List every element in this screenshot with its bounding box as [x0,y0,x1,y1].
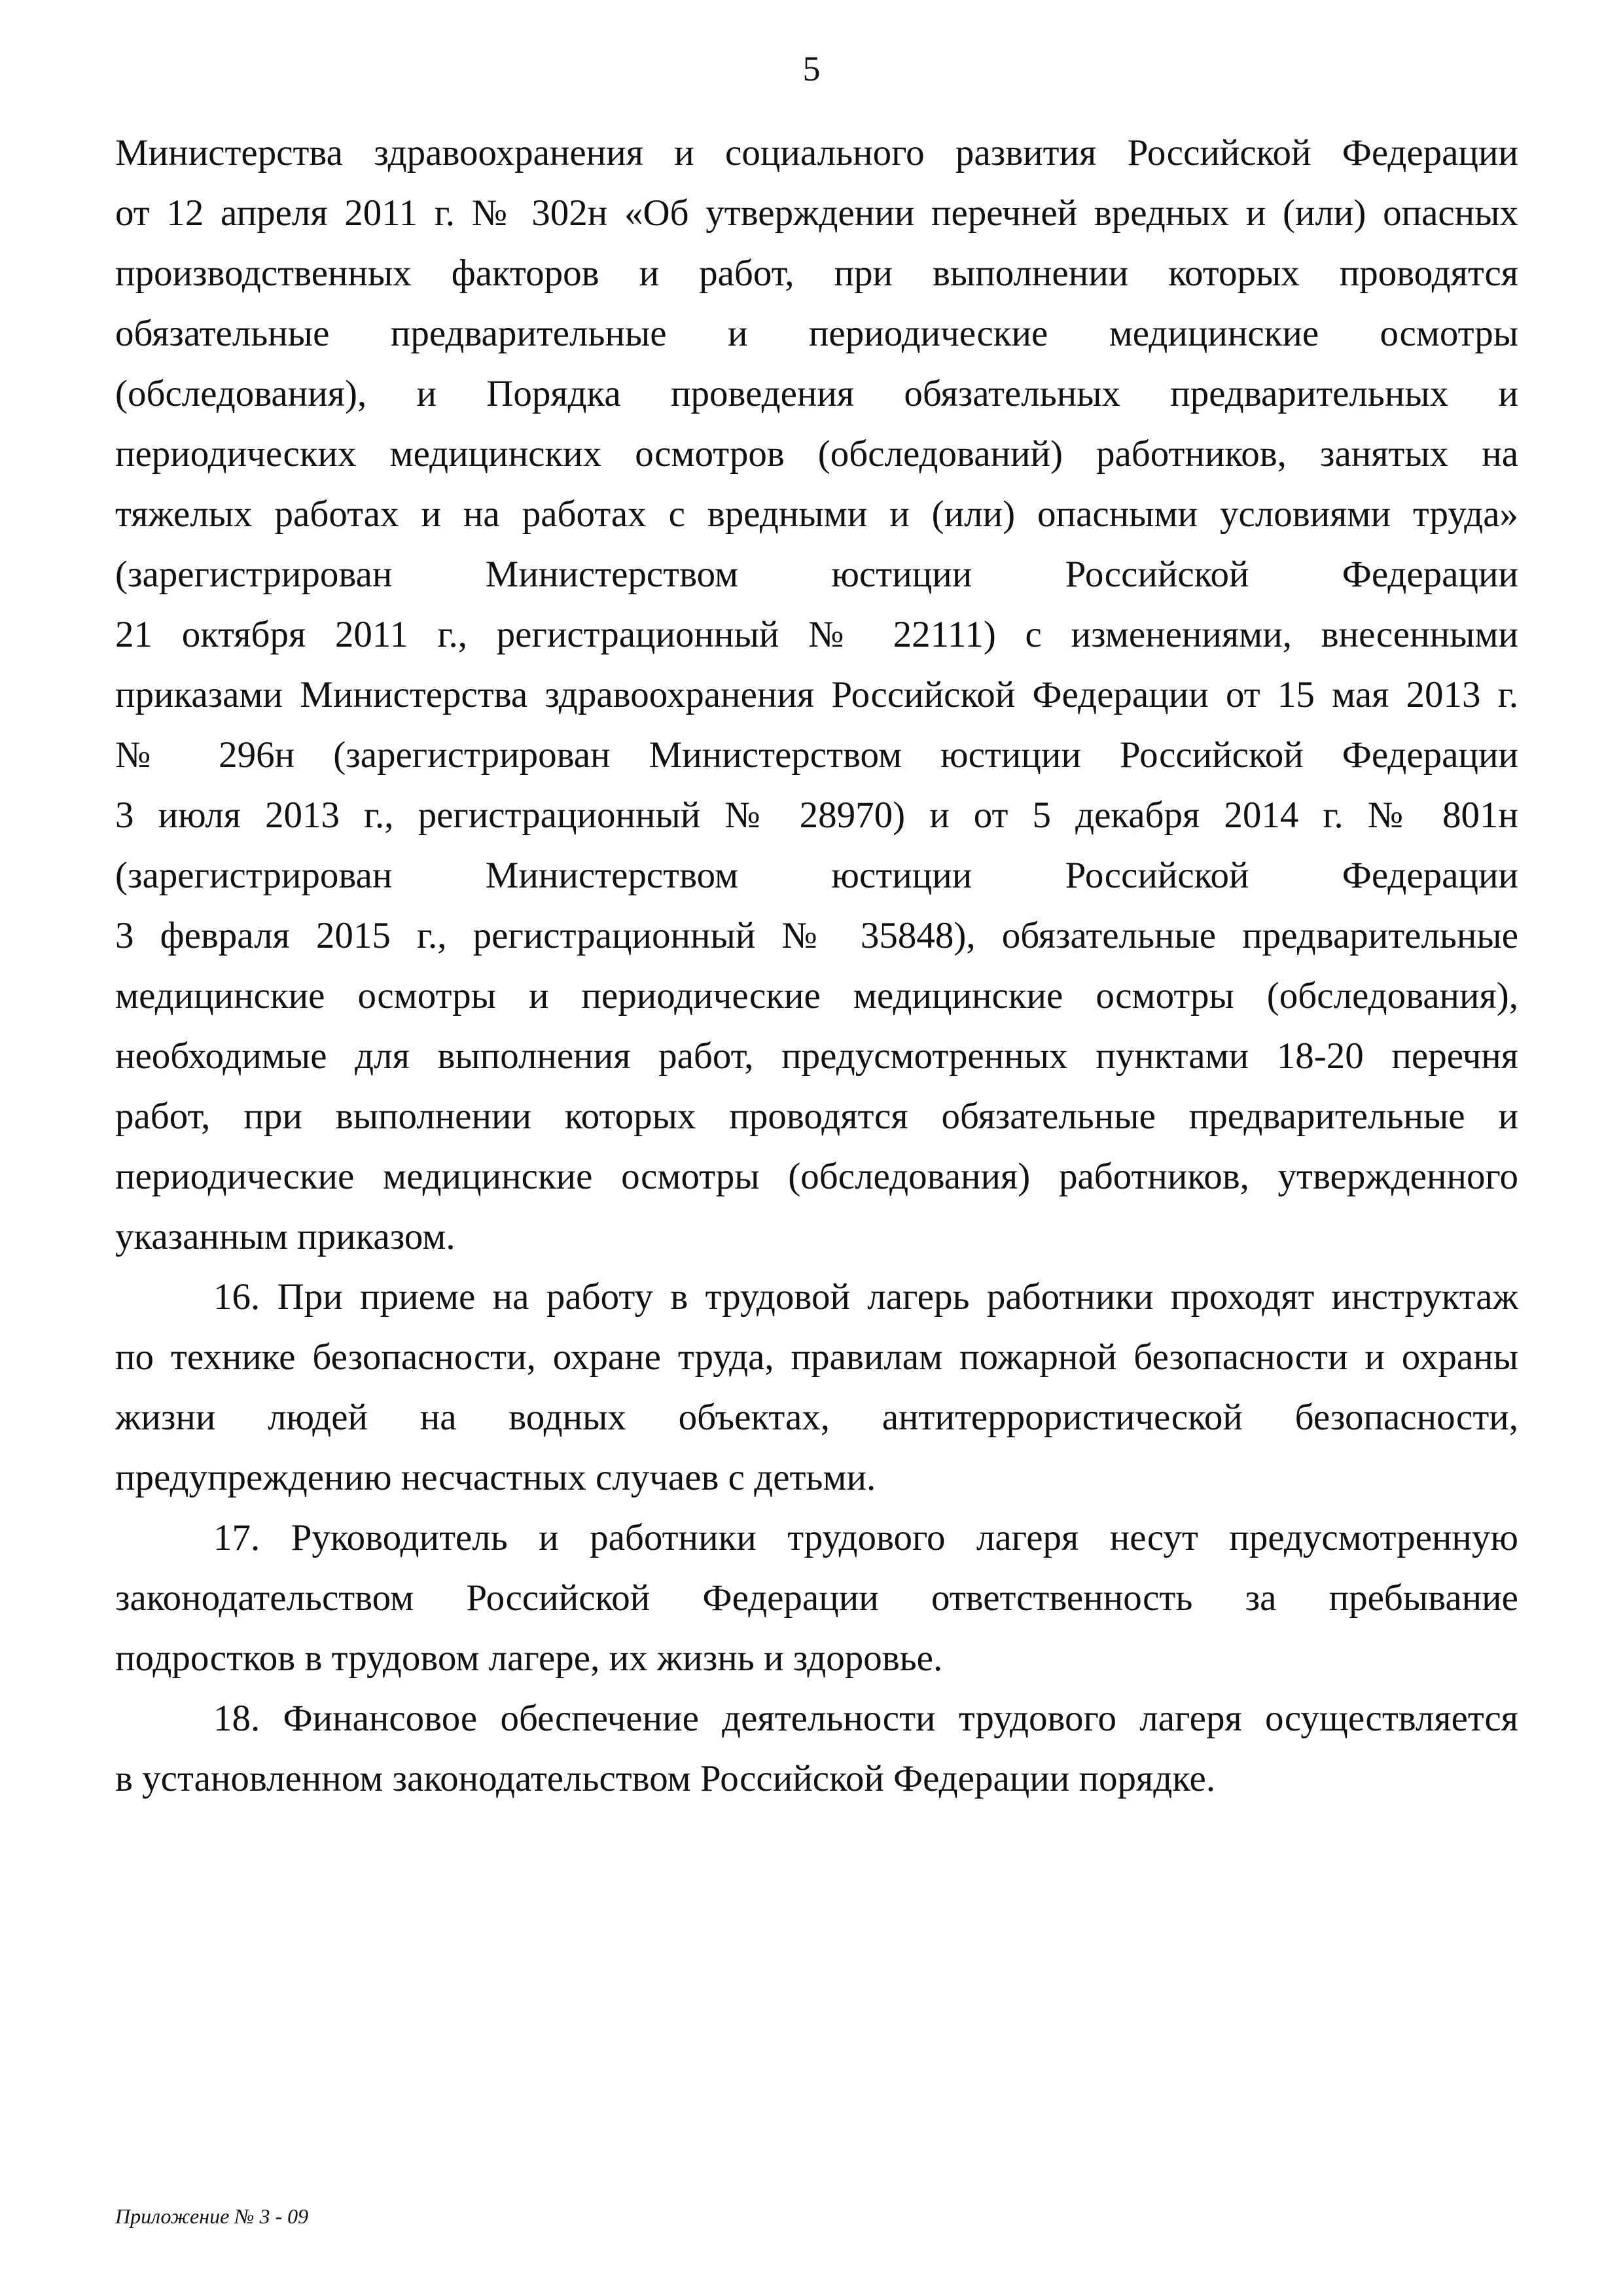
text-line: периодических медицинских осмотров (обследований) работников, занятых на [115,433,1518,475]
text-line: производственных факторов и работ, при выполнении которых проводятся [115,253,1518,294]
paragraph-17-line: 17. Руководитель и работники трудового лагеря несут предусмотренную [213,1517,1518,1558]
text-line: законодательством Российской Федерации ответственность за пребывание [115,1577,1518,1619]
text-line: медицинские осмотры и периодические медицинские осмотры (обследования), [115,975,1518,1016]
text-line: 21 октября 2011 г., регистрационный № 22111) с изменениями, внесенными [115,614,1518,655]
text-line: подростков в трудовом лагере, их жизнь и здоровье. [115,1638,943,1679]
text-line: (обследования), и Порядка проведения обязательных предварительных и [115,373,1518,414]
paragraph-18-line: 18. Финансовое обеспечение деятельности трудового лагеря осуществляется [213,1698,1518,1739]
text-line: Министерства здравоохранения и социального развития Российской Федерации [115,132,1518,173]
footer-appendix-code: Приложение № 3 - 09 [115,2204,309,2228]
text-line: 3 июля 2013 г., регистрационный № 28970) и от 5 декабря 2014 г. № 801н [115,795,1518,836]
text-line: 3 февраля 2015 г., регистрационный № 35848), обязательные предварительные [115,915,1518,956]
text-line: (зарегистрирован Министерством юстиции Российской Федерации [115,554,1518,595]
page-number: 5 [802,49,821,88]
text-line: по технике безопасности, охране труда, правилам пожарной безопасности и охраны [115,1336,1518,1378]
text-line: указанным приказом. [115,1216,455,1257]
text-line: приказами Министерства здравоохранения Российской Федерации от 15 мая 2013 г. [115,674,1518,715]
text-line: обязательные предварительные и периодические медицинские осмотры [115,313,1518,354]
text-line: предупреждению несчастных случаев с детьми. [115,1457,876,1498]
text-line: тяжелых работах и на работах с вредными и (или) опасными условиями труда» [115,493,1518,535]
text-line: № 296н (зарегистрирован Министерством юстиции Российской Федерации [115,734,1518,776]
text-line: (зарегистрирован Министерством юстиции Российской Федерации [115,855,1518,896]
text-line: в установленном законодательством Российской Федерации порядке. [115,1758,1216,1799]
text-line: работ, при выполнении которых проводятся обязательные предварительные и [115,1096,1518,1137]
text-line: от 12 апреля 2011 г. № 302н «Об утверждении перечней вредных и (или) опасных [115,192,1518,234]
text-line: периодические медицинские осмотры (обследования) работников, утвержденного [115,1156,1518,1197]
text-line: жизни людей на водных объектах, антитеррористической безопасности, [115,1397,1518,1438]
text-line: необходимые для выполнения работ, предусмотренных пунктами 18-20 перечня [115,1035,1518,1077]
paragraph-16-line: 16. При приеме на работу в трудовой лагерь работники проходят инструктаж [213,1276,1518,1318]
document-body [115,123,1518,1809]
